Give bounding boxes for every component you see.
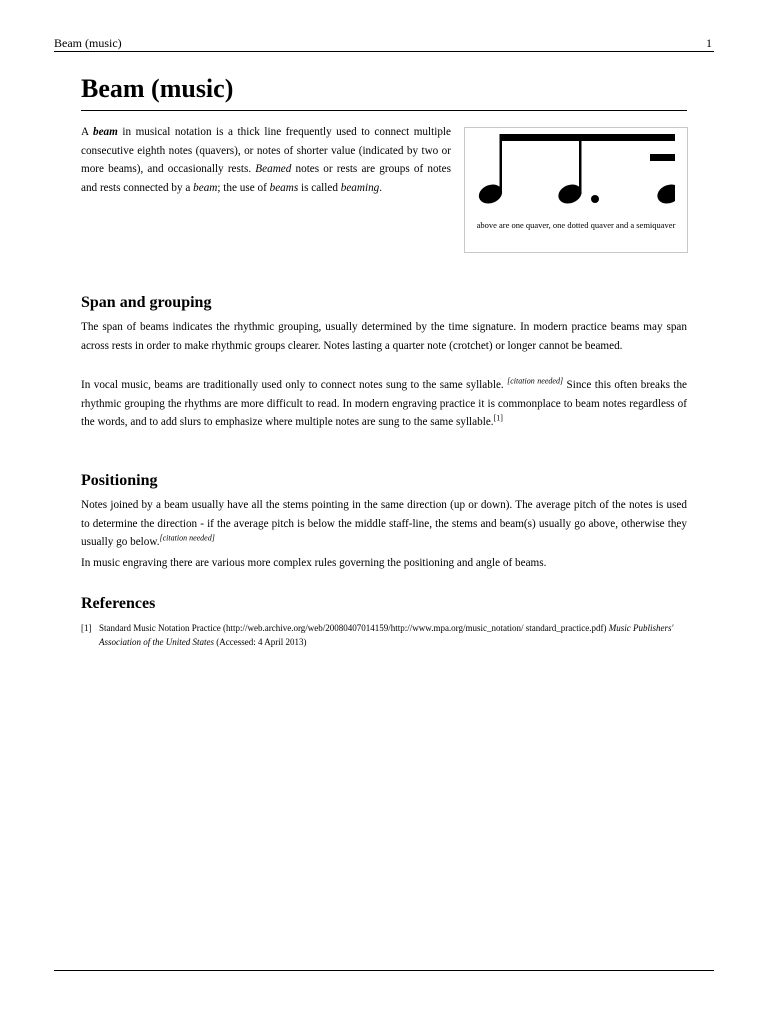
text-run: A — [81, 126, 93, 138]
text-run: In vocal music, beams are traditionally used only to connect notes sung to the same syllable. — [81, 379, 508, 391]
article-title: Beam (music) — [81, 74, 234, 103]
positioning-paragraph-2: In music engraving there are various more complex rules governing the positioning and angle of beams. — [81, 557, 547, 569]
emphasized-term: beam — [92, 126, 118, 138]
page-number: 1 — [706, 36, 712, 50]
running-header-title: Beam (music) — [54, 36, 122, 50]
reference-number: [1] — [81, 623, 92, 633]
italic-text: Music Publishers' Association of the United States — [99, 623, 674, 647]
span-paragraph-1: The span of beams indicates the rhythmic grouping, usually determined by the time signature. In modern practice beams may span across rests in order to make rhythmic groups clearer. Notes lasting a quarter note (crotchet) or longer cannot be beamed. — [81, 321, 687, 352]
intro-paragraph — [81, 123, 451, 197]
section-heading-positioning: Positioning — [81, 472, 158, 489]
text-run: Standard Music Notation Practice (http://web.archive.org/web/20080407014159/http://www.mpa.org/music_notation/ standard_practice.pdf) — [99, 623, 609, 633]
span-paragraph-2 — [81, 376, 687, 432]
text-run: is called — [298, 181, 341, 194]
primary-beam — [500, 134, 676, 141]
text-run: . — [379, 181, 383, 194]
reference-text[interactable] — [99, 623, 673, 647]
beam-figure — [464, 127, 688, 253]
italic-text: beaming — [340, 181, 380, 194]
footer-divider — [54, 970, 714, 971]
text-run: in musical notation is a thick line frequently used to connect multiple consecutive eighth notes (quavers), or notes of shorter value (indicated by two or more beams), and occasionally rests. — [81, 126, 451, 175]
italic-text: beams — [269, 181, 299, 194]
footnote-reference[interactable]: [1] — [493, 413, 503, 423]
text-run: (Accessed: 4 April 2013) — [214, 637, 307, 647]
running-header — [54, 35, 714, 52]
beamed-notes-image — [475, 133, 675, 213]
note-stem-1 — [500, 134, 503, 194]
notehead-semiquaver — [655, 181, 675, 207]
text-run: ; the use of — [217, 181, 270, 194]
references-list — [81, 621, 687, 649]
positioning-paragraph-1 — [81, 496, 687, 552]
citation-needed-note: [citation needed] — [159, 533, 215, 543]
italic-text: beam — [193, 181, 218, 194]
text-run: notes or rests are groups of notes and rests connected by a — [81, 163, 451, 194]
text-run: Notes joined by a beam usually have all the stems pointing in the same direction (up or down). The average pitch of the notes is used to determine the direction - if the average pitch is below the middle staff-line, the stems and beam(s) usually go above, otherwise they usually go below. — [81, 499, 687, 548]
figure-caption: above are one quaver, one dotted quaver and a semiquaver — [476, 220, 676, 230]
italic-text: Beamed — [255, 163, 292, 175]
secondary-beam — [650, 154, 675, 161]
reference-item — [81, 621, 687, 649]
note-stem-2 — [579, 134, 582, 194]
citation-needed-note: [citation needed] — [507, 376, 564, 386]
section-heading-references: References — [81, 595, 156, 612]
title-divider — [81, 110, 687, 111]
augmentation-dot — [591, 195, 599, 203]
text-run: Since this often breaks the rhythmic grouping the rhythms are more difficult to read. In modern engraving practice it is commonplace to beam notes regardless of the words, and to add slurs to emphasize where multiple notes are sung to the same syllable. — [81, 379, 687, 428]
section-heading-span-and-grouping: Span and grouping — [81, 294, 212, 311]
